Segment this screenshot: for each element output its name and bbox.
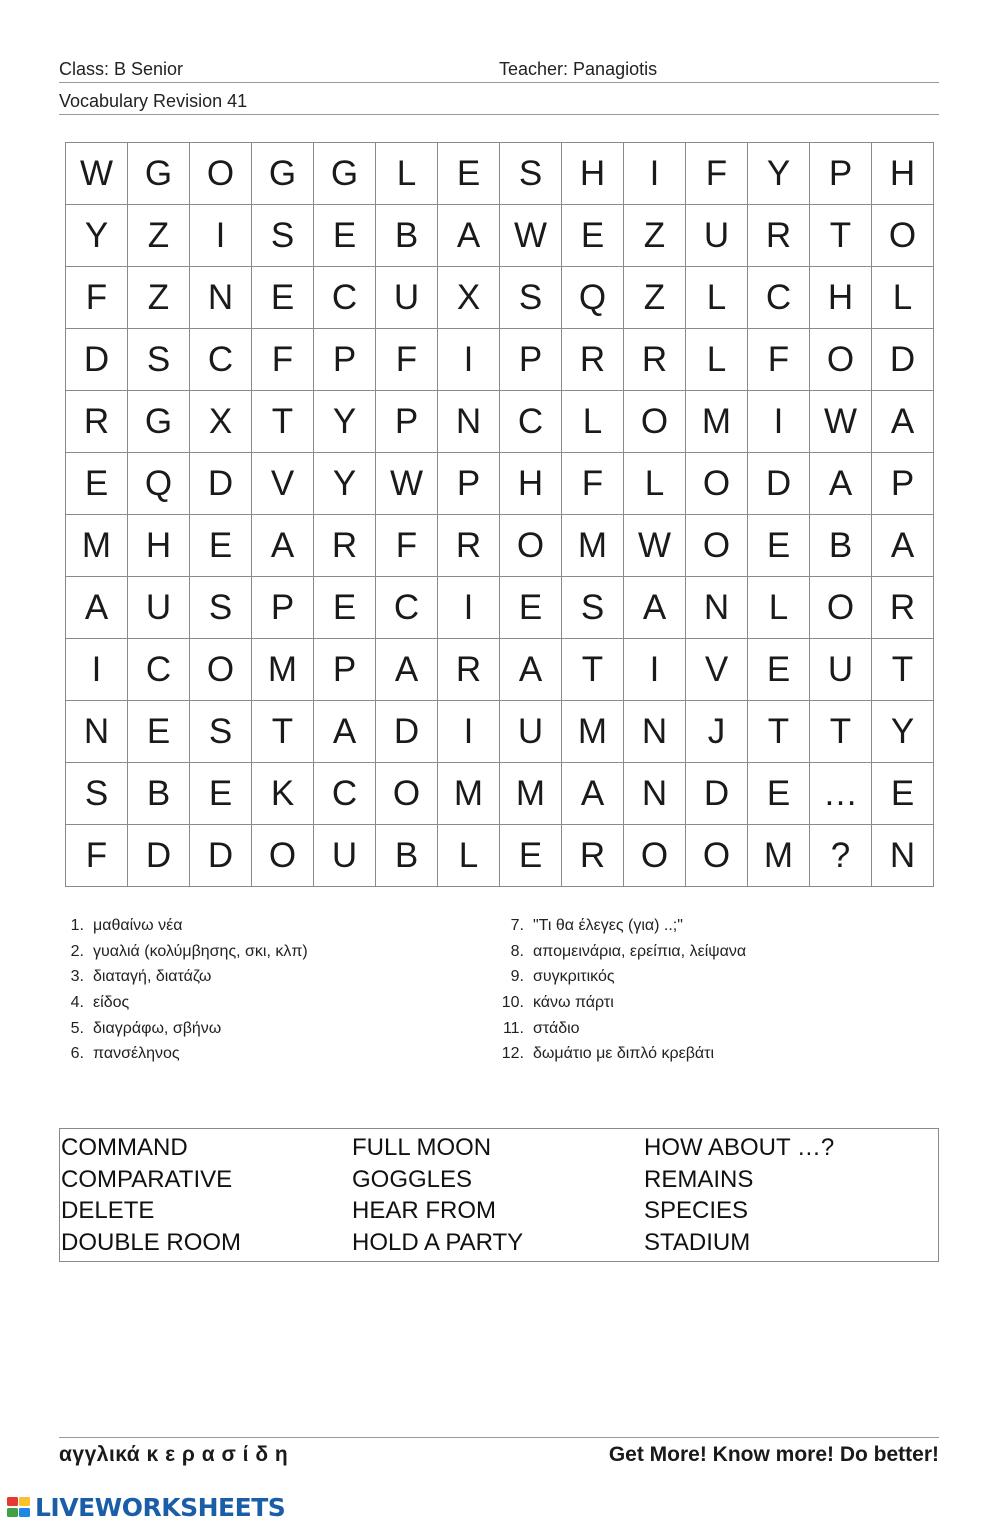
word-bank-item: DELETE <box>61 1197 155 1224</box>
grid-cell[interactable]: E <box>314 577 376 639</box>
clue-text: πανσέληνος <box>93 1045 180 1063</box>
clue-item <box>498 964 746 990</box>
grid-cell[interactable]: I <box>438 329 500 391</box>
grid-cell[interactable]: E <box>252 267 314 329</box>
grid-cell[interactable]: F <box>376 329 438 391</box>
clue-text: είδος <box>93 994 130 1012</box>
word-bank-column <box>644 1132 834 1258</box>
word-bank-item: HOW ABOUT …? <box>644 1134 835 1161</box>
grid-cell[interactable]: W <box>810 391 872 453</box>
grid-cell[interactable]: S <box>190 577 252 639</box>
grid-cell[interactable]: M <box>686 391 748 453</box>
grid-cell[interactable]: O <box>810 577 872 639</box>
grid-cell[interactable]: O <box>872 205 934 267</box>
clue-list-right <box>498 913 746 1067</box>
clue-text: συγκριτικός <box>533 968 615 986</box>
grid-cell[interactable]: L <box>562 391 624 453</box>
grid-row <box>66 763 934 825</box>
grid-cell[interactable]: E <box>500 577 562 639</box>
grid-cell[interactable]: U <box>128 577 190 639</box>
grid-cell[interactable]: V <box>686 639 748 701</box>
grid-cell[interactable]: K <box>252 763 314 825</box>
grid-cell[interactable]: P <box>810 143 872 205</box>
grid-cell[interactable]: A <box>438 205 500 267</box>
grid-cell[interactable]: O <box>686 515 748 577</box>
word-bank-item: HEAR FROM <box>352 1197 496 1224</box>
grid-cell[interactable]: M <box>438 763 500 825</box>
grid-cell[interactable]: H <box>128 515 190 577</box>
grid-cell[interactable]: V <box>252 453 314 515</box>
footer-left-text: αγγλικά κ ε ρ α σ ί δ η <box>59 1443 289 1466</box>
clue-text: "Τι θα έλεγες (για) ..;" <box>533 917 683 934</box>
clue-item <box>498 913 746 939</box>
grid-cell[interactable]: O <box>500 515 562 577</box>
footer-slogan: Get More! Know more! Do better! <box>608 1443 939 1466</box>
grid-cell[interactable]: E <box>190 763 252 825</box>
grid-cell[interactable]: E <box>562 205 624 267</box>
grid-cell[interactable]: F <box>66 825 128 887</box>
grid-cell[interactable]: Z <box>128 205 190 267</box>
clue-item <box>68 939 308 965</box>
grid-cell[interactable]: H <box>872 143 934 205</box>
grid-row <box>66 701 934 763</box>
grid-cell[interactable]: A <box>376 639 438 701</box>
grid-cell[interactable]: E <box>748 763 810 825</box>
grid-cell[interactable]: A <box>872 391 934 453</box>
clue-number: 6. <box>70 1045 84 1063</box>
grid-cell[interactable]: W <box>376 453 438 515</box>
word-bank <box>59 1128 939 1262</box>
grid-cell[interactable]: ? <box>810 825 872 887</box>
grid-cell[interactable]: F <box>66 267 128 329</box>
grid-cell[interactable]: … <box>810 763 872 825</box>
grid-cell[interactable]: R <box>562 329 624 391</box>
grid-cell[interactable]: A <box>500 639 562 701</box>
clue-text: κάνω πάρτι <box>533 994 614 1012</box>
grid-row <box>66 391 934 453</box>
clue-item <box>68 990 308 1016</box>
grid-cell[interactable]: O <box>190 639 252 701</box>
grid-cell[interactable]: E <box>314 205 376 267</box>
grid-row <box>66 329 934 391</box>
grid-cell[interactable]: E <box>748 515 810 577</box>
word-bank-item: STADIUM <box>644 1228 751 1256</box>
grid-cell[interactable]: M <box>562 701 624 763</box>
clue-text: μαθαίνω νέα <box>93 917 183 934</box>
grid-row <box>66 577 934 639</box>
grid-cell[interactable]: L <box>376 143 438 205</box>
grid-cell[interactable]: T <box>562 639 624 701</box>
grid-cell[interactable]: E <box>128 701 190 763</box>
grid-cell[interactable]: A <box>252 515 314 577</box>
grid-cell[interactable]: M <box>500 763 562 825</box>
grid-row <box>66 205 934 267</box>
grid-cell[interactable]: Z <box>624 267 686 329</box>
grid-cell[interactable]: G <box>252 143 314 205</box>
grid-cell[interactable]: M <box>252 639 314 701</box>
grid-cell[interactable]: G <box>314 143 376 205</box>
grid-cell[interactable]: H <box>810 267 872 329</box>
clue-text: διαταγή, διατάζω <box>93 968 212 986</box>
grid-cell[interactable]: I <box>66 639 128 701</box>
teacher-label: Teacher: Panagiotis <box>499 59 658 79</box>
grid-cell[interactable]: M <box>66 515 128 577</box>
grid-cell[interactable]: I <box>438 577 500 639</box>
clue-number: 3. <box>70 968 84 986</box>
grid-cell[interactable]: P <box>872 453 934 515</box>
clue-item <box>498 990 746 1016</box>
grid-cell[interactable]: R <box>624 329 686 391</box>
grid-cell[interactable]: B <box>810 515 872 577</box>
grid-cell[interactable]: S <box>128 329 190 391</box>
grid-cell[interactable]: P <box>500 329 562 391</box>
grid-cell[interactable]: S <box>190 701 252 763</box>
class-label: Class: B Senior <box>59 59 184 79</box>
grid-cell[interactable]: R <box>438 515 500 577</box>
word-bank-item: COMMAND <box>61 1134 188 1161</box>
clue-text: γυαλιά (κολύμβησης, σκι, κλπ) <box>93 942 308 960</box>
grid-cell[interactable]: A <box>624 577 686 639</box>
grid-cell[interactable]: O <box>686 453 748 515</box>
grid-cell[interactable]: Y <box>748 143 810 205</box>
grid-cell[interactable]: G <box>128 391 190 453</box>
grid-cell[interactable]: W <box>66 143 128 205</box>
grid-cell[interactable]: S <box>66 763 128 825</box>
grid-cell[interactable]: F <box>686 143 748 205</box>
grid-cell[interactable]: N <box>624 763 686 825</box>
grid-cell[interactable]: E <box>66 453 128 515</box>
grid-row <box>66 267 934 329</box>
grid-cell[interactable]: E <box>748 639 810 701</box>
word-bank-item: GOGGLES <box>352 1165 473 1193</box>
grid-row <box>66 453 934 515</box>
grid-cell[interactable]: G <box>128 143 190 205</box>
grid-cell[interactable]: X <box>190 391 252 453</box>
grid-row <box>66 825 934 887</box>
grid-cell[interactable]: S <box>500 143 562 205</box>
clue-number: 2. <box>70 942 84 960</box>
grid-cell[interactable]: S <box>500 267 562 329</box>
grid-cell[interactable]: C <box>314 763 376 825</box>
grid-cell[interactable]: I <box>624 639 686 701</box>
grid-cell[interactable]: L <box>624 453 686 515</box>
grid-cell[interactable]: F <box>748 329 810 391</box>
grid-cell[interactable]: O <box>252 825 314 887</box>
grid-cell[interactable]: L <box>686 267 748 329</box>
clue-number: 8. <box>510 942 524 960</box>
clue-text: απομεινάρια, ερείπια, λείψανα <box>533 942 747 960</box>
grid-cell[interactable]: Y <box>314 453 376 515</box>
liveworksheets-logo-text: LIVEWORKSHEETS <box>35 1492 286 1522</box>
grid-cell[interactable]: R <box>438 639 500 701</box>
grid-cell[interactable]: U <box>376 267 438 329</box>
grid-cell[interactable]: T <box>748 701 810 763</box>
grid-cell[interactable]: W <box>624 515 686 577</box>
clue-item <box>498 1016 746 1042</box>
word-bank-item: REMAINS <box>644 1165 754 1193</box>
grid-cell[interactable]: F <box>376 515 438 577</box>
footer <box>59 1437 939 1472</box>
grid-cell[interactable]: W <box>500 205 562 267</box>
grid-cell[interactable]: Z <box>624 205 686 267</box>
clue-item <box>498 939 746 965</box>
grid-cell[interactable]: O <box>624 391 686 453</box>
clue-text: στάδιο <box>533 1019 580 1037</box>
grid-cell[interactable]: O <box>190 143 252 205</box>
grid-cell[interactable]: R <box>562 825 624 887</box>
grid-cell[interactable]: I <box>748 391 810 453</box>
grid-cell[interactable]: L <box>748 577 810 639</box>
grid-cell[interactable]: I <box>624 143 686 205</box>
grid-cell[interactable]: H <box>562 143 624 205</box>
grid-cell[interactable]: F <box>252 329 314 391</box>
grid-cell[interactable]: D <box>686 763 748 825</box>
clue-number: 12. <box>501 1045 524 1063</box>
grid-cell[interactable]: T <box>872 639 934 701</box>
grid-cell[interactable]: A <box>810 453 872 515</box>
grid-cell[interactable]: E <box>500 825 562 887</box>
clue-item <box>68 1016 308 1042</box>
grid-cell[interactable]: D <box>66 329 128 391</box>
grid-cell[interactable]: L <box>686 329 748 391</box>
clue-item <box>68 964 308 990</box>
grid-cell[interactable]: C <box>748 267 810 329</box>
grid-cell[interactable]: D <box>748 453 810 515</box>
grid-cell[interactable]: Y <box>872 701 934 763</box>
grid-cell[interactable]: A <box>562 763 624 825</box>
grid-cell[interactable]: Z <box>128 267 190 329</box>
clue-item <box>68 913 308 939</box>
grid-cell[interactable]: P <box>314 329 376 391</box>
grid-cell[interactable]: E <box>438 143 500 205</box>
clue-number: 4. <box>70 994 84 1012</box>
grid-cell[interactable]: S <box>252 205 314 267</box>
grid-cell[interactable]: D <box>376 701 438 763</box>
grid-cell[interactable]: O <box>624 825 686 887</box>
clue-text: διαγράφω, σβήνω <box>93 1019 222 1037</box>
grid-cell[interactable]: O <box>810 329 872 391</box>
clue-number: 1. <box>70 917 84 934</box>
word-bank-item: COMPARATIVE <box>61 1165 233 1193</box>
grid-cell[interactable]: I <box>190 205 252 267</box>
grid-cell[interactable]: Y <box>66 205 128 267</box>
grid-cell[interactable]: C <box>500 391 562 453</box>
header-row-title <box>59 88 939 115</box>
grid-cell[interactable]: L <box>438 825 500 887</box>
grid-cell[interactable]: E <box>872 763 934 825</box>
grid-cell[interactable]: O <box>376 763 438 825</box>
grid-cell[interactable]: N <box>438 391 500 453</box>
grid-cell[interactable]: C <box>128 639 190 701</box>
grid-cell[interactable]: D <box>190 453 252 515</box>
grid-cell[interactable]: U <box>686 205 748 267</box>
grid-row <box>66 143 934 205</box>
grid-cell[interactable]: R <box>872 577 934 639</box>
grid-cell[interactable]: T <box>810 205 872 267</box>
grid-cell[interactable]: I <box>438 701 500 763</box>
clue-item <box>498 1041 746 1067</box>
grid-cell[interactable]: M <box>748 825 810 887</box>
header-row-class <box>59 56 939 83</box>
grid-cell[interactable]: P <box>252 577 314 639</box>
grid-cell[interactable]: S <box>562 577 624 639</box>
clue-number: 7. <box>510 917 524 934</box>
grid-cell[interactable]: N <box>872 825 934 887</box>
grid-cell[interactable]: D <box>128 825 190 887</box>
word-bank-item: SPECIES <box>644 1197 749 1224</box>
grid-cell[interactable]: P <box>314 639 376 701</box>
grid-cell[interactable]: N <box>66 701 128 763</box>
grid-cell[interactable]: U <box>810 639 872 701</box>
grid-cell[interactable]: R <box>66 391 128 453</box>
clue-number: 9. <box>510 968 524 986</box>
grid-cell[interactable]: T <box>810 701 872 763</box>
grid-cell[interactable]: M <box>562 515 624 577</box>
grid-cell[interactable]: R <box>748 205 810 267</box>
grid-cell[interactable]: A <box>872 515 934 577</box>
grid-cell[interactable]: Q <box>128 453 190 515</box>
word-bank-column <box>61 1132 241 1258</box>
grid-cell[interactable]: N <box>624 701 686 763</box>
grid-cell[interactable]: C <box>190 329 252 391</box>
grid-cell[interactable]: L <box>872 267 934 329</box>
grid-cell[interactable]: U <box>500 701 562 763</box>
liveworksheets-logo-icon <box>6 1495 32 1519</box>
grid-cell[interactable]: U <box>314 825 376 887</box>
grid-cell[interactable]: D <box>190 825 252 887</box>
grid-cell[interactable]: N <box>686 577 748 639</box>
grid-cell[interactable]: P <box>438 453 500 515</box>
grid-cell[interactable]: O <box>686 825 748 887</box>
grid-row <box>66 639 934 701</box>
grid-cell[interactable]: H <box>500 453 562 515</box>
grid-cell[interactable]: B <box>376 205 438 267</box>
clue-list-left <box>68 913 308 1067</box>
grid-row <box>66 515 934 577</box>
grid-cell[interactable]: P <box>376 391 438 453</box>
word-bank-column <box>352 1132 523 1258</box>
word-bank-item: DOUBLE ROOM <box>61 1228 242 1256</box>
grid-cell[interactable]: Q <box>562 267 624 329</box>
worksheet-title: Vocabulary Revision 41 <box>59 91 248 111</box>
grid-cell[interactable]: A <box>66 577 128 639</box>
grid-cell[interactable]: A <box>314 701 376 763</box>
clue-number: 5. <box>70 1019 84 1037</box>
grid-cell[interactable]: Y <box>314 391 376 453</box>
word-search-grid[interactable] <box>65 142 934 887</box>
clue-item <box>68 1041 308 1067</box>
liveworksheets-logo[interactable] <box>6 1493 285 1521</box>
grid-cell[interactable]: T <box>252 701 314 763</box>
clue-number: 10. <box>501 994 524 1012</box>
grid-cell[interactable]: J <box>686 701 748 763</box>
clue-number: 11. <box>502 1019 524 1037</box>
grid-cell[interactable]: B <box>128 763 190 825</box>
grid-cell[interactable]: F <box>562 453 624 515</box>
grid-cell[interactable]: N <box>190 267 252 329</box>
grid-cell[interactable]: B <box>376 825 438 887</box>
grid-cell[interactable]: C <box>314 267 376 329</box>
word-bank-item: HOLD A PARTY <box>352 1228 524 1256</box>
word-bank-item: FULL MOON <box>352 1134 492 1161</box>
grid-cell[interactable]: D <box>872 329 934 391</box>
grid-cell[interactable]: X <box>438 267 500 329</box>
grid-cell[interactable]: C <box>376 577 438 639</box>
grid-cell[interactable]: E <box>190 515 252 577</box>
grid-cell[interactable]: R <box>314 515 376 577</box>
clue-text: δωμάτιο με διπλό κρεβάτι <box>533 1045 715 1063</box>
grid-cell[interactable]: T <box>252 391 314 453</box>
